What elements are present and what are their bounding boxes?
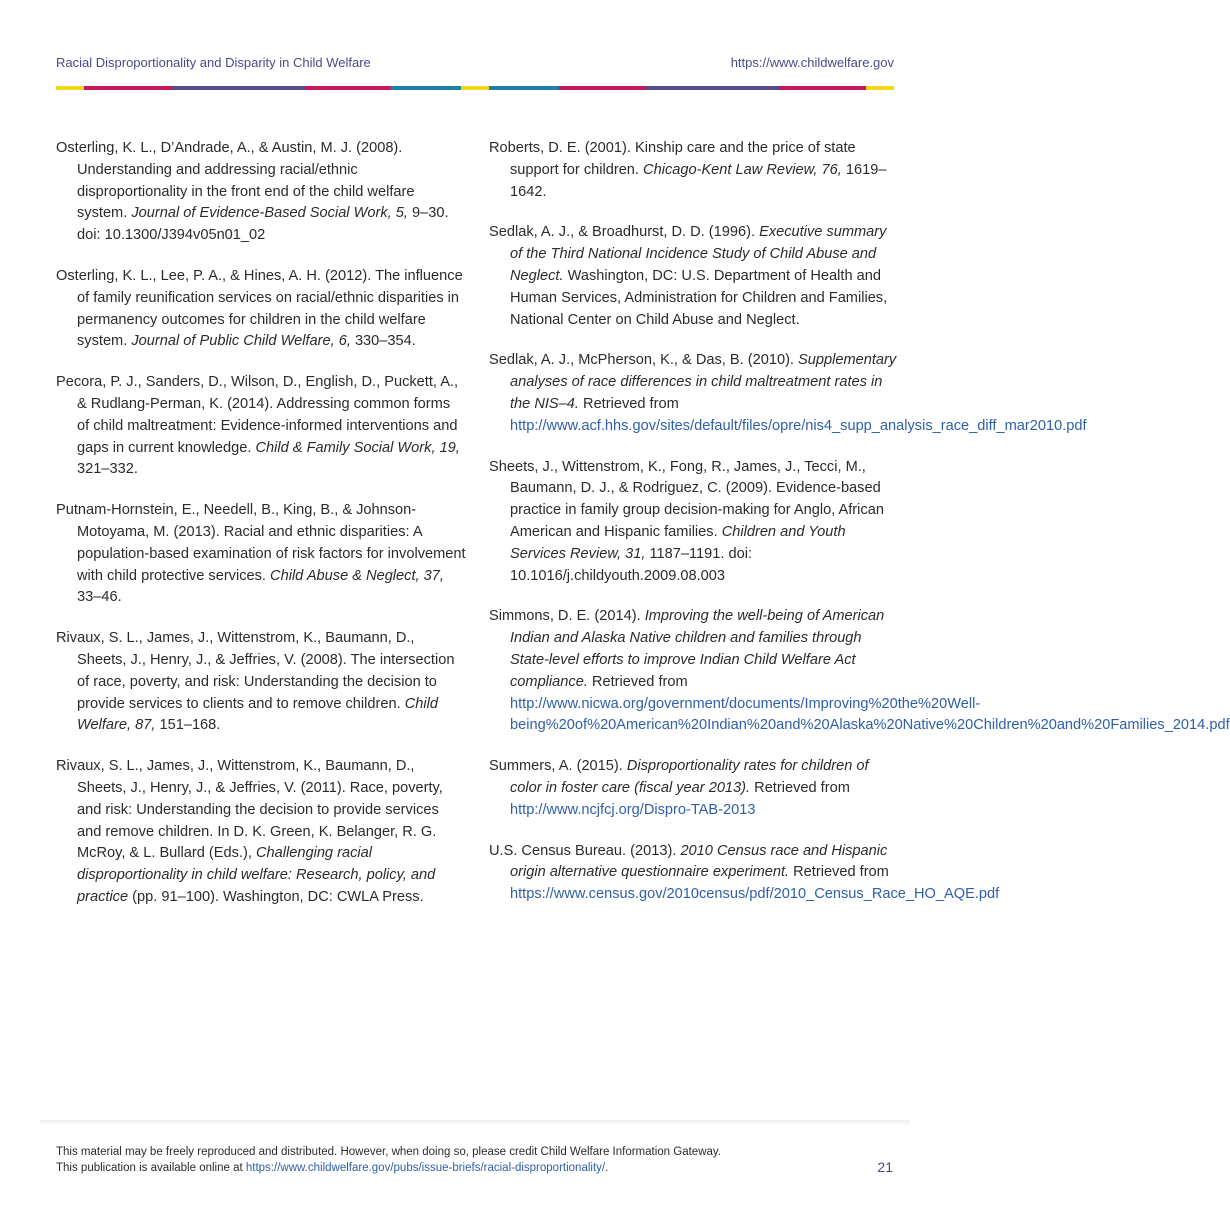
reference-entry: Rivaux, S. L., James, J., Wittenstrom, K., Baumann, D., Sheets, J., Henry, J., & Jeffries, V. (2011). Race, poverty, and risk: Understanding the decision to provide services and remove children. In D. K. Green, K. Belanger, R. G. McRoy, & L. Bullard (Eds.), Challenging racial disproportionality in child welfare: Research, policy, and practice (pp. 91–100). Washington, DC: CWLA Press. bbox=[56, 758, 443, 905]
header-url-link[interactable]: https://www.childwelfare.gov bbox=[730, 55, 894, 70]
reference-url-link[interactable]: http://www.ncjfcj.org/Dispro-TAB-2013 bbox=[510, 801, 756, 818]
page-number: 21 bbox=[877, 1159, 893, 1175]
reference-url-link[interactable]: http://www.acf.hhs.gov/sites/default/files/opre/nis4_supp_analysis_race_diff_mar2010.pdf bbox=[510, 417, 1087, 434]
color-bar-segment bbox=[866, 86, 894, 90]
color-bar-segment bbox=[84, 86, 171, 90]
footer-line-1: This material may be freely reproduced and distributed. However, when doing so, please credit Child Welfare Information Gateway. bbox=[56, 1146, 721, 1158]
reference-entry: Putnam-Hornstein, E., Needell, B., King, B., & Johnson-Motoyama, M. (2013). Racial and ethnic disparities: A population-based examination of risk factors for involvement with child protective services. Child Abuse & Neglect, 37, 33–46. bbox=[56, 502, 466, 606]
reference-entry: Osterling, K. L., Lee, P. A., & Hines, A. H. (2012). The influence of family reunification services on racial/ethnic disparities in permanency outcomes for children in the child welfare system. Journal of Public Child Welfare, 6, 330–354. bbox=[56, 267, 463, 350]
reference-url-link[interactable]: http://www.nicwa.org/government/documents/Improving%20the%20Well-being%20of%20American%20Indian%20and%20Alaska%20Native%20Children%20and%20Families_2014.pdf bbox=[510, 695, 1230, 734]
reference-entry: Summers, A. (2015). Disproportionality rates for children of color in foster care (fiscal year 2013). Retrieved from http://www.ncjfcj.org/Dispro-TAB-2013 bbox=[489, 758, 869, 818]
running-header-title: Racial Disproportionality and Disparity in Child Welfare bbox=[56, 55, 371, 70]
reference-entry: Rivaux, S. L., James, J., Wittenstrom, K., Baumann, D., Sheets, J., Henry, J., & Jeffries, V. (2008). The intersection of race, poverty, and risk: Understanding the decision to provide services to clients and to remove children. Child Welfare, 87, 151–168. bbox=[56, 630, 455, 734]
footer-notice bbox=[56, 1144, 721, 1176]
footer-publication-link[interactable]: https://www.childwelfare.gov/pubs/issue-briefs/racial-disproportionality/ bbox=[245, 1162, 606, 1174]
reference-entry: Osterling, K. L., D’Andrade, A., & Austin, M. J. (2008). Understanding and addressing racial/ethnic disproportionality in the front end of the child welfare system. Journal of Evidence-Based Social Work, 5, 9–30. doi: 10.1300/J394v05n01_02 bbox=[56, 140, 449, 244]
color-bar-segment bbox=[461, 86, 489, 90]
color-bar-segment bbox=[779, 86, 866, 90]
footer-divider bbox=[40, 1120, 910, 1126]
reference-entry: Sedlak, A. J., McPherson, K., & Das, B. (2010). Supplementary analyses of race differences in child maltreatment rates in the NIS–4. Retrieved from http://www.acf.hhs.gov/sites/default/files/opre/nis4_supp_analysis_race_diff_mar2010.pdf bbox=[489, 352, 1087, 434]
references-left-column bbox=[56, 138, 466, 928]
color-bar-segment bbox=[391, 86, 461, 90]
color-bar-segment bbox=[171, 86, 305, 90]
reference-entry: Sheets, J., Wittenstrom, K., Fong, R., James, J., Tecci, M., Baumann, D. J., & Rodriguez, C. (2009). Evidence-based practice in family group decision-making for Anglo, African American and Hispanic families. Children and Youth Services Review, 31, 1187–1191. doi: 10.1016/j.childyouth.2009.08.003 bbox=[489, 458, 884, 584]
footer-line-2: This publication is available online at https://www.childwelfare.gov/pubs/issue-briefs/racial-disproportionality/. bbox=[56, 1162, 609, 1174]
reference-url-link[interactable]: https://www.census.gov/2010census/pdf/2010_Census_Race_HO_AQE.pdf bbox=[510, 886, 1000, 903]
reference-entry: Sedlak, A. J., & Broadhurst, D. D. (1996). Executive summary of the Third National Incidence Study of Child Abuse and Neglect. Washington, DC: U.S. Department of Health and Human Services, Administration for Children and Families, National Center on Child Abuse and Neglect. bbox=[489, 224, 888, 328]
color-bar-segment bbox=[489, 86, 559, 90]
references-right-column bbox=[489, 138, 1230, 925]
color-bar-segment bbox=[645, 86, 779, 90]
header-color-bar bbox=[56, 86, 894, 90]
reference-entry: Roberts, D. E. (2001). Kinship care and the price of state support for children. Chicago-Kent Law Review, 76, 1619–1642. bbox=[489, 140, 887, 200]
color-bar-segment bbox=[56, 86, 84, 90]
color-bar-segment bbox=[559, 86, 645, 90]
reference-entry: Simmons, D. E. (2014). Improving the well-being of American Indian and Alaska Native children and families through State-level efforts to improve Indian Child Welfare Act compliance. Retrieved from http://www.nicwa.org/government/documents/Improving%20the%20Well-being%20of%20American%20Indian%20and%20Alaska%20Native%20Children%20and%20Families_2014.pdf bbox=[489, 608, 1230, 734]
color-bar-segment bbox=[305, 86, 391, 90]
reference-entry: U.S. Census Bureau. (2013). 2010 Census race and Hispanic origin alternative questionnaire experiment. Retrieved from https://www.census.gov/2010census/pdf/2010_Census_Race_HO_AQE.pdf bbox=[489, 842, 1000, 903]
reference-entry: Pecora, P. J., Sanders, D., Wilson, D., English, D., Puckett, A., & Rudlang-Perman, K. (2014). Addressing common forms of child maltreatment: Evidence-informed interventions and gaps in current knowledge. Child & Family Social Work, 19, 321–332. bbox=[56, 374, 460, 478]
